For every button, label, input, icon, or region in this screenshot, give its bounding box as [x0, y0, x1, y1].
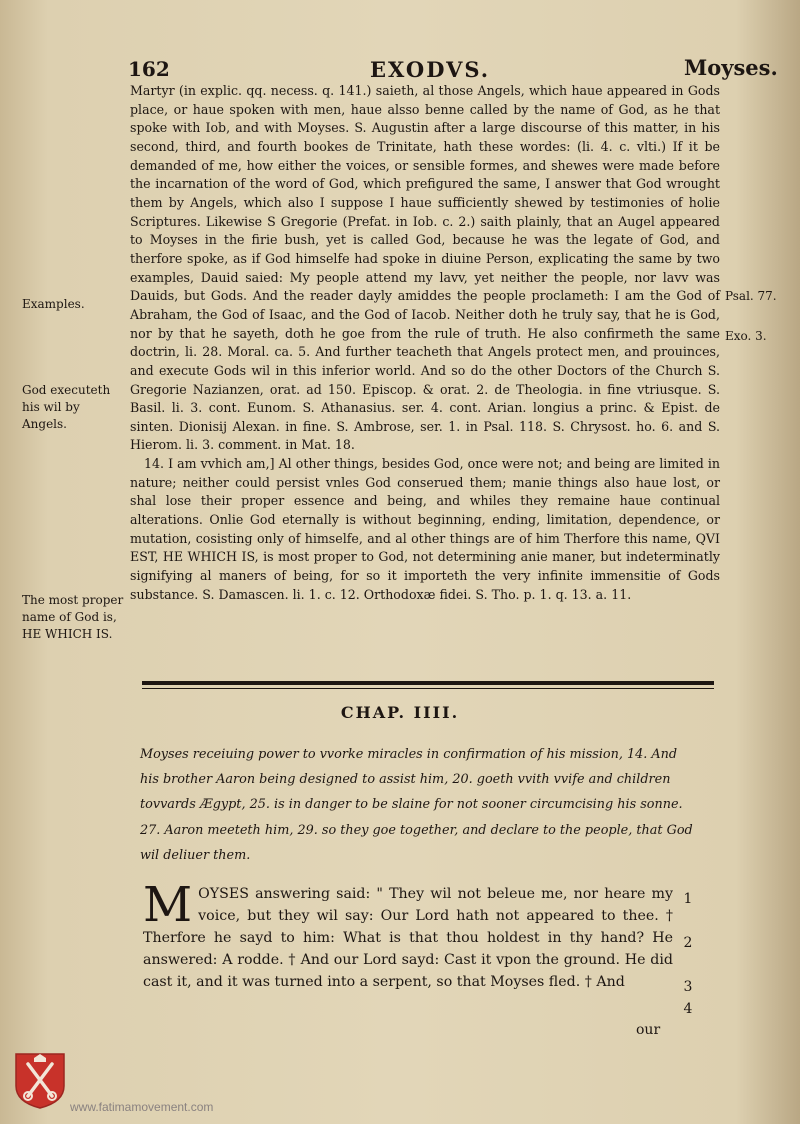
watermark-url[interactable]: www.fatimamovement.com: [70, 1100, 214, 1114]
page-header: [0, 55, 800, 85]
annotation-paragraph: Martyr (in explic. qq. necess. q. 141.) saieth, al those Angels, which haue appeared in Gods place, or haue spoken with men, haue alsso benne called by the name of God, as he that spoke with Iob, and with Moyses. S. Augustin after a large discourse of this matter, in his second, third, and fourth bookes de Trinitate, hath these wordes: (li. 4. c. vlti.) If it be demanded of me, how either the voices, or sensible formes, and shewes were made before the incarnation of the word of God, which prefigured the same, I answer that God wrought them by Angels, which also I suppose I haue sufficiently shewed by testimonies of holie Scriptures. Likewise S Gregorie (Prefat. in Iob. c. 2.) saith plainly, that an Augel appeared to Moyses in the firie bush, yet is called God, because he was the legate of God, and therfore spoke, as if God himselfe had spoke in diuine Person, explicating the same by two examples, Dauid saied: My people attend my lavv, yet neither the people, nor lavv was Dauids, but Gods. And the reader dayly amiddes the people proclameth: I am the God of Abraham, the God of Isaac, and the God of Iacob. Neither doth he truly say, that he is God, nor by that he sayeth, doth he goe from the rule of truth. He also confirmeth the same doctrin, li. 28. Moral. ca. 5. And further teacheth that Angels protect men, and prouinces, and execute Gods wil in this inferior world. And so do the other Doctors of the Church S. Gregorie Nazianzen, orat. ad 150. Episcop. & orat. 2. de Theologia. in fine vtriusque. S. Basil. li. 3. cont. Eunom. S. Athanasius. ser. 4. cont. Arian. longius a princ. & Epist. de sinten. Dionisij Alexan. in fine. S. Ambrose, ser. 1. in Psal. 118. S. Chrysost. ho. 6. and S. Hierom. li. 3. comment. in Mat. 18.: [130, 83, 720, 453]
drop-cap: M: [143, 877, 193, 933]
verse-number: 2: [683, 935, 693, 952]
chapter-summary: Moyses receiuing power to vvorke miracles in confirmation of his mission, 14. And his brother Aaron being designed to assist him, 20. goeth vvith vvife and children tovvards Ægypt, 25. is in danger to be slaine for not sooner circumcising his sonne. 27. Aaron meeteth him, 29. so they goe together, and declare to the people, that God wil deliuer them.: [140, 747, 693, 863]
section-divider-thin: [142, 688, 714, 689]
margin-ref-exodus: Exo. 3.: [725, 329, 767, 343]
verse-number: 3: [683, 979, 693, 996]
papal-keys-logo-icon: [14, 1052, 66, 1110]
chapter-heading: CHAP. IIII.: [340, 703, 460, 722]
verse-number: 1: [683, 891, 693, 907]
scripture-body: OYSES answering said: " They wil not beleue me, nor heare my voice, but they wil say: Our Lord hath not appeared to thee. † Therfore he sayd to him: What is that thou holdest in thy hand? He answered: A rodde. † And our Lord sayd: Cast it vpon the ground. He did cast it, and it was turned into a serpent, so that Moyses fled. † And: [143, 886, 673, 991]
section-divider: [142, 681, 714, 685]
annotation-body: [130, 82, 720, 604]
page-number: 162: [128, 57, 170, 81]
margin-note-god-executeth: God executeth his wil by Angels.: [22, 383, 111, 431]
margin-note-examples: Examples.: [22, 297, 85, 311]
margin-note-most-proper-name: The most proper name of God is, HE WHICH IS.: [22, 593, 124, 641]
annotation-paragraph: 14. I am vvhich am,] Al other things, besides God, once were not; and being are limited in nature; neither could persist vnles God conserued them; manie things also haue lost, or shal lose their proper essence and being, and whiles they remaine haue continual alterations. Onlie God eternally is without beginning, ending, limitation, dependence, or mutation, cosisting only of himselfe, and al other things are of him Therfore this name, QVI EST, HE WHICH IS, is most proper to God, not determining anie maner, but indeterminatly signifying al maners of being, for so it importeth the very infinite immensitie of Gods substance. S. Damascen. li. 1. c. 12. Orthodoxæ fidei. S. Tho. p. 1. q. 13. a. 11.: [130, 456, 720, 602]
book-title: EXODVS.: [370, 57, 491, 82]
running-head: Moyses.: [684, 55, 778, 80]
verse-number: 4: [683, 1001, 693, 1018]
margin-ref-psalm: Psal. 77.: [725, 289, 777, 303]
catchword: our: [636, 1022, 661, 1038]
verse-numbers: [678, 888, 698, 1020]
scripture-text: [143, 877, 673, 993]
